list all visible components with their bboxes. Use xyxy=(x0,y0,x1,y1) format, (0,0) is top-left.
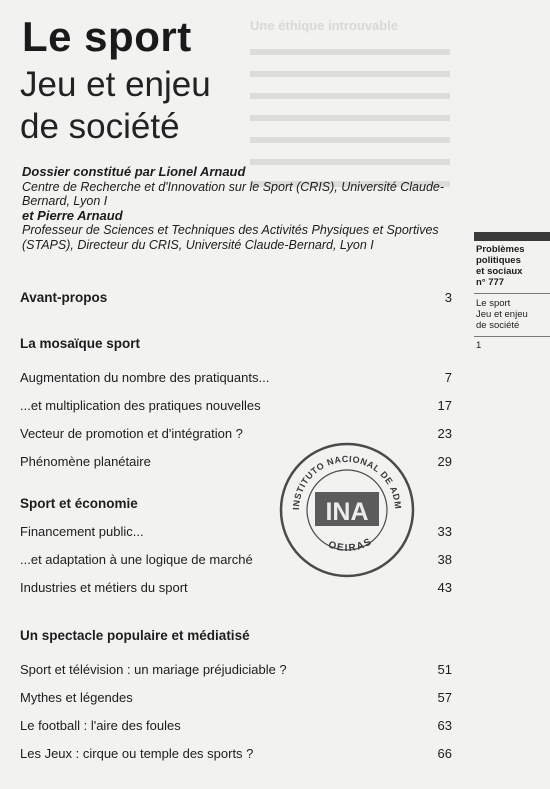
toc-entry-foreword[interactable] xyxy=(20,290,452,305)
subtitle-line-1: Jeu et enjeu xyxy=(20,65,211,104)
toc-entry[interactable] xyxy=(20,718,452,733)
series-number: n° 777 xyxy=(476,277,505,288)
sidebar-book-title xyxy=(474,294,550,337)
toc-entry-label: Mythes et légendes xyxy=(20,690,133,705)
toc-entry[interactable] xyxy=(20,690,452,705)
author-2: et Pierre Arnaud xyxy=(22,207,123,223)
toc-entry-label: Industries et métiers du sport xyxy=(20,580,188,595)
toc-page-number: 38 xyxy=(437,552,452,567)
series-name xyxy=(474,241,550,294)
toc-section-title: Un spectacle populaire et médiatisé xyxy=(20,628,250,643)
svg-text:OEIRAS: OEIRAS xyxy=(326,536,375,555)
toc-page-number: 29 xyxy=(437,454,452,469)
toc-page-number: 3 xyxy=(444,290,452,305)
toc-entry-label: Le football : l'aire des foules xyxy=(20,718,181,733)
series-sidebar xyxy=(474,232,550,351)
toc-page-number: 43 xyxy=(437,580,452,595)
affiliation-2: Professeur de Sciences et Techniques des Activités Physiques et Sportives (STAPS), Directeur du CRIS, Université Claude-Bernard, Lyon I xyxy=(22,223,439,252)
stamp-seal-icon xyxy=(277,440,417,580)
toc-page-number: 57 xyxy=(437,690,452,705)
toc-entry-label: ...et adaptation à une logique de marché xyxy=(20,552,253,567)
sidebar-bar xyxy=(474,232,550,241)
toc-entry-label: Vecteur de promotion et d'intégration ? xyxy=(20,426,243,441)
toc-entry[interactable] xyxy=(20,370,452,385)
toc-page-number: 51 xyxy=(437,662,452,677)
toc-entry-label: Avant-propos xyxy=(20,290,108,305)
toc-entry[interactable] xyxy=(20,426,452,441)
toc-page-number: 7 xyxy=(444,370,452,385)
credits xyxy=(22,165,454,252)
toc-entry-label: Financement public... xyxy=(20,524,144,539)
institution-stamp xyxy=(277,440,417,585)
toc-section-title: La mosaïque sport xyxy=(20,336,141,351)
page-number: 1 xyxy=(476,340,482,351)
svg-text:INA: INA xyxy=(325,498,369,526)
toc-entry[interactable] xyxy=(20,746,452,761)
toc-page-number: 17 xyxy=(437,398,452,413)
toc-page-number: 23 xyxy=(437,426,452,441)
subtitle-line-2: de société xyxy=(20,107,180,146)
toc-page-number: 66 xyxy=(437,746,452,761)
toc-page-number: 63 xyxy=(437,718,452,733)
book-title-line: Le sport xyxy=(476,298,511,309)
toc-entry-label: Les Jeux : cirque ou temple des sports ? xyxy=(20,746,254,761)
toc-entry-label: ...et multiplication des pratiques nouvelles xyxy=(20,398,261,413)
author-1: Dossier constitué par Lionel Arnaud xyxy=(22,164,246,179)
toc-entry[interactable] xyxy=(20,398,452,413)
page-subtitle xyxy=(20,64,211,148)
affiliation-1: Centre de Recherche et d'Innovation sur le Sport (CRIS), Université Claude-Bernard, Lyon I xyxy=(22,179,445,208)
series-line: politiques xyxy=(476,255,521,266)
page-title: Le sport xyxy=(22,13,192,60)
book-title-line: de société xyxy=(476,320,520,331)
series-line: Problèmes xyxy=(476,244,525,255)
toc-entry-label: Sport et télévision : un mariage préjudiciable ? xyxy=(20,662,287,677)
series-line: et sociaux xyxy=(476,266,523,277)
svg-text:INSTITUTO NACIONAL DE ADMINIST: INSTITUTO NACIONAL DE ADM xyxy=(290,453,404,511)
toc-entry-label: Phénomène planétaire xyxy=(20,454,151,469)
toc-page-number: 33 xyxy=(437,524,452,539)
bleed-through-heading: Une éthique introuvable xyxy=(250,18,399,33)
book-title-line: Jeu et enjeu xyxy=(476,309,528,320)
toc-entry[interactable] xyxy=(20,662,452,677)
toc-section-title: Sport et économie xyxy=(20,496,138,511)
toc-entry-label: Augmentation du nombre des pratiquants... xyxy=(20,370,270,385)
